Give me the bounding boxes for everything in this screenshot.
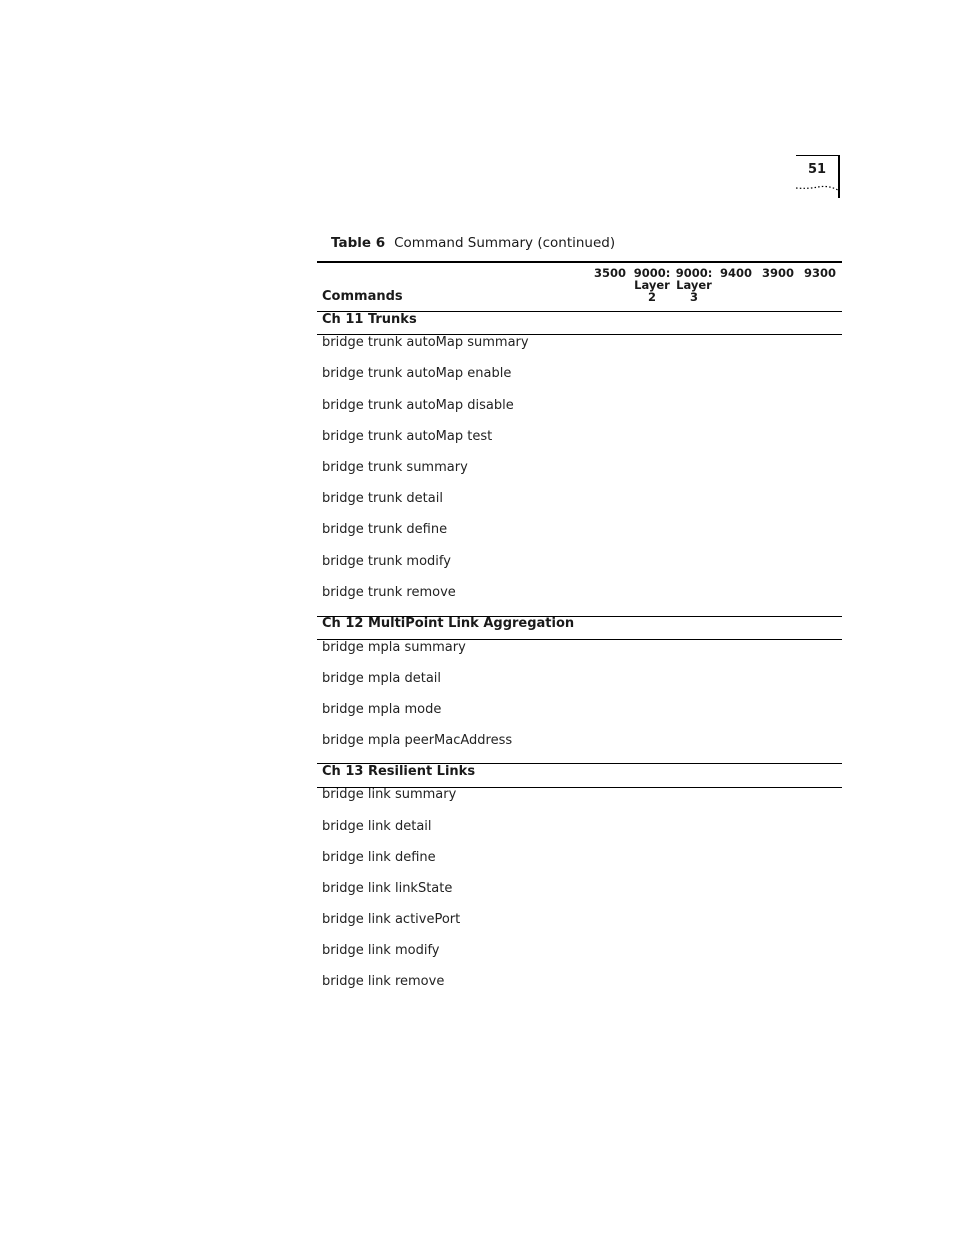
command-row: bridge link detail bbox=[322, 819, 432, 834]
page-number: 51 bbox=[808, 162, 827, 177]
section-title-mpla: Ch 12 MultiPoint Link Aggregation bbox=[322, 616, 575, 631]
command-row: bridge trunk autoMap summary bbox=[322, 335, 529, 350]
command-row: bridge link summary bbox=[322, 787, 457, 802]
command-row: bridge link activePort bbox=[322, 912, 461, 927]
table-top-rule bbox=[317, 261, 842, 263]
command-row: bridge mpla detail bbox=[322, 671, 442, 686]
command-row: bridge link modify bbox=[322, 943, 440, 958]
command-row: bridge trunk modify bbox=[322, 554, 451, 569]
commands-column-header: Commands bbox=[322, 289, 403, 304]
command-row: bridge trunk autoMap enable bbox=[322, 366, 512, 381]
col-header-9300: 9300 bbox=[803, 266, 836, 280]
col-header-9000-layer-2: 9000: Layer 2 bbox=[633, 266, 671, 304]
command-row: bridge mpla summary bbox=[322, 640, 466, 655]
col-header-9000-layer-3: 9000: Layer 3 bbox=[675, 266, 713, 304]
col-header-3500: 3500 bbox=[593, 266, 626, 280]
command-row: bridge mpla mode bbox=[322, 702, 442, 717]
section-title-resilient-links: Ch 13 Resilient Links bbox=[322, 764, 476, 779]
table-caption bbox=[331, 235, 615, 251]
command-row: bridge link remove bbox=[322, 974, 445, 989]
page-curl-icon bbox=[794, 180, 840, 194]
col-header-9400: 9400 bbox=[719, 266, 752, 280]
command-row: bridge mpla peerMacAddress bbox=[322, 733, 513, 748]
table-title: Command Summary (continued) bbox=[394, 235, 616, 251]
command-row: bridge trunk autoMap test bbox=[322, 429, 493, 444]
table-label: Table 6 bbox=[331, 235, 386, 251]
col-header-3900: 3900 bbox=[761, 266, 794, 280]
command-row: bridge trunk summary bbox=[322, 460, 468, 475]
command-row: bridge link linkState bbox=[322, 881, 453, 896]
command-row: bridge trunk remove bbox=[322, 585, 456, 600]
command-row: bridge trunk autoMap disable bbox=[322, 398, 514, 413]
section-title-trunks: Ch 11 Trunks bbox=[322, 312, 417, 327]
command-row: bridge trunk define bbox=[322, 522, 448, 537]
command-row: bridge link define bbox=[322, 850, 436, 865]
command-row: bridge trunk detail bbox=[322, 491, 443, 506]
